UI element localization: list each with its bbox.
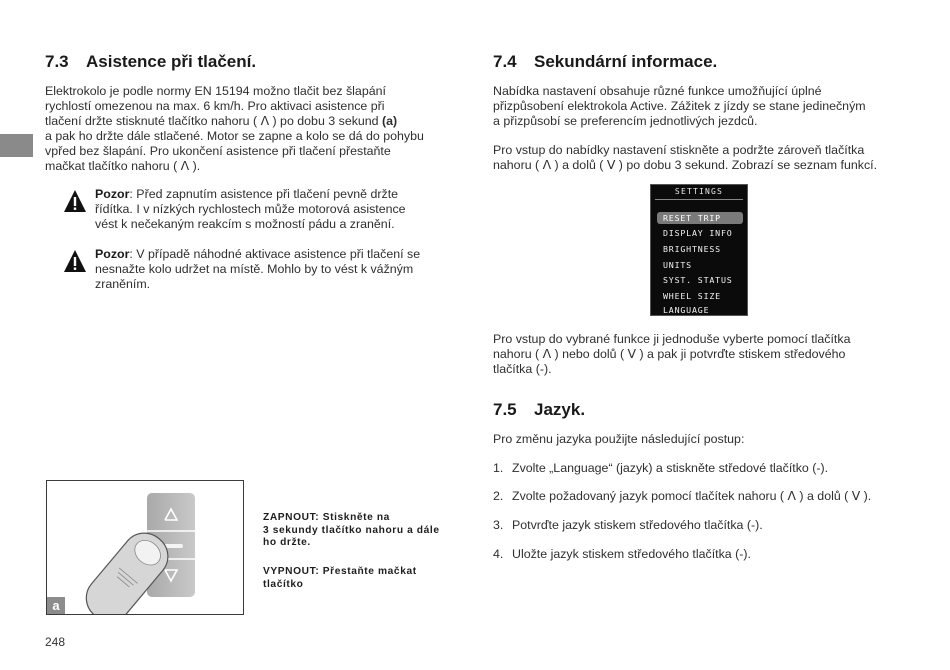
section-number: 7.3 [45,52,69,71]
figure-caption-on [263,512,463,550]
text-line: nahoru ( ᐱ ) nebo dolů ( ᐯ ) a pak ji potvrďte stiskem středového [493,347,846,361]
push-assist-figure [46,480,244,615]
list-text: Potvrďte jazyk stiskem středového tlačítka (-). [512,518,763,532]
section-title: Sekundární informace. [534,52,718,71]
text-line: zraněním. [95,277,151,291]
section-7-4-heading [493,52,717,72]
text-line: mačkat tlačítko nahoru ( ᐱ ). [45,159,201,173]
settings-menu-display [650,184,748,316]
settings-menu-title: SETTINGS [674,187,724,196]
caption-line: 3 sekundy tlačítko nahoru a dále [263,524,440,536]
assist-intro-paragraph [45,84,457,174]
section-title: Jazyk. [534,400,586,419]
caption-line: tlačítko [263,578,304,590]
text-line: vést k nečekaným reakcím s možností pádu a zranění. [95,217,395,231]
list-number: 4. [493,547,504,561]
figure-label: a [47,597,65,614]
caption-line: ho držte. [263,537,311,548]
warning-triangle-icon [63,189,87,213]
warning-label: Pozor [95,247,130,261]
list-number: 3. [493,518,504,532]
list-text: Zvolte požadovaný jazyk pomocí tlačítek nahoru ( ᐱ ) a dolů ( ᐯ ). [512,489,872,503]
page-number: 248 [45,635,66,649]
menu-item-reset-trip: RESET TRIP [657,212,743,224]
section-number: 7.4 [493,52,517,71]
text-line: přizpůsobení elektrokola Active. Zážitek z jízdy se stane jedinečným [493,99,866,113]
text-line: Nabídka nastavení obsahuje různé funkce umožňující úplné [493,84,822,98]
menu-item-language: LANGUAGE [663,305,710,315]
chapter-tab-marker [0,134,33,157]
list-number: 1. [493,461,504,475]
figure-caption-off [263,566,463,591]
list-item [493,518,763,533]
figure-reference: (a) [382,114,398,128]
secondary-info-paragraph [493,84,913,129]
warning-block-2 [63,247,457,295]
section-title: Asistence při tlačení. [86,52,257,71]
text-line: vpřed bez šlapání. Pro ukončení asistence při tlačení přestaňte [45,144,391,158]
text-line: Pro vstup do vybrané funkce ji jednoduše vyberte pomocí tlačítka [493,332,851,346]
function-select-paragraph [493,332,913,377]
warning-text [95,247,457,292]
text-line: a pak ho držte dále stlačené. Motor se zapne a kolo se dá do pohybu [45,129,424,143]
text-line: nesnažte kolo udržet na místě. Mohlo by to vést k vážným [95,262,414,276]
menu-item-units: UNITS [663,260,692,270]
section-7-5-heading [493,400,585,420]
text-line: nahoru ( ᐱ ) a dolů ( ᐯ ) po dobu 3 sekund. Zobrazí se seznam funkcí. [493,158,878,172]
text-line: rychlostí omezenou na max. 6 km/h. Pro aktivaci asistence při [45,99,385,113]
warning-text [95,187,457,232]
menu-item-wheel-size: WHEEL SIZE [663,291,721,301]
list-number: 2. [493,489,504,503]
list-text: Uložte jazyk stiskem středového tlačítka (-). [512,547,751,561]
list-text: Zvolte „Language“ (jazyk) a stiskněte středové tlačítko (-). [512,461,829,475]
text-line: řídítka. I v nízkých rychlostech může motorová asistence [95,202,406,216]
text-line: tlačení držte stisknuté tlačítko nahoru ( ᐱ ) po dobu 3 sekund (a) [45,114,398,128]
warning-label: Pozor [95,187,130,201]
warning-block-1 [63,187,457,235]
list-item [493,547,751,562]
list-item [493,461,828,476]
menu-item-display-info: DISPLAY INFO [663,228,733,238]
text-line: a přizpůsobí se preferencím jednotlivých jezdců. [493,114,758,128]
menu-item-syst-status: SYST. STATUS [663,275,733,285]
text-line: Pozor: V případě náhodné aktivace asistence při tlačení se [95,247,421,261]
language-intro: Pro změnu jazyka použijte následující postup: [493,432,745,446]
text-line: Pro vstup do nabídky nastavení stiskněte a podržte zároveň tlačítka [493,143,865,157]
text-line: tlačítka (-). [493,362,552,376]
settings-entry-paragraph [493,143,913,173]
section-number: 7.5 [493,400,517,419]
text-line: Pozor: Před zapnutím asistence při tlačení pevně držte [95,187,399,201]
caption-line: VYPNOUT: Přestaňte mačkat [263,566,417,577]
menu-divider [655,199,743,200]
section-7-3-heading [45,52,256,72]
caption-line: ZAPNOUT: Stiskněte na [263,512,390,523]
text-line: Elektrokolo je podle normy EN 15194 možno tlačit bez šlapání [45,84,386,98]
list-item [493,489,871,504]
finger-icon [47,481,244,615]
menu-item-brightness: BRIGHTNESS [663,244,721,254]
warning-triangle-icon [63,249,87,273]
